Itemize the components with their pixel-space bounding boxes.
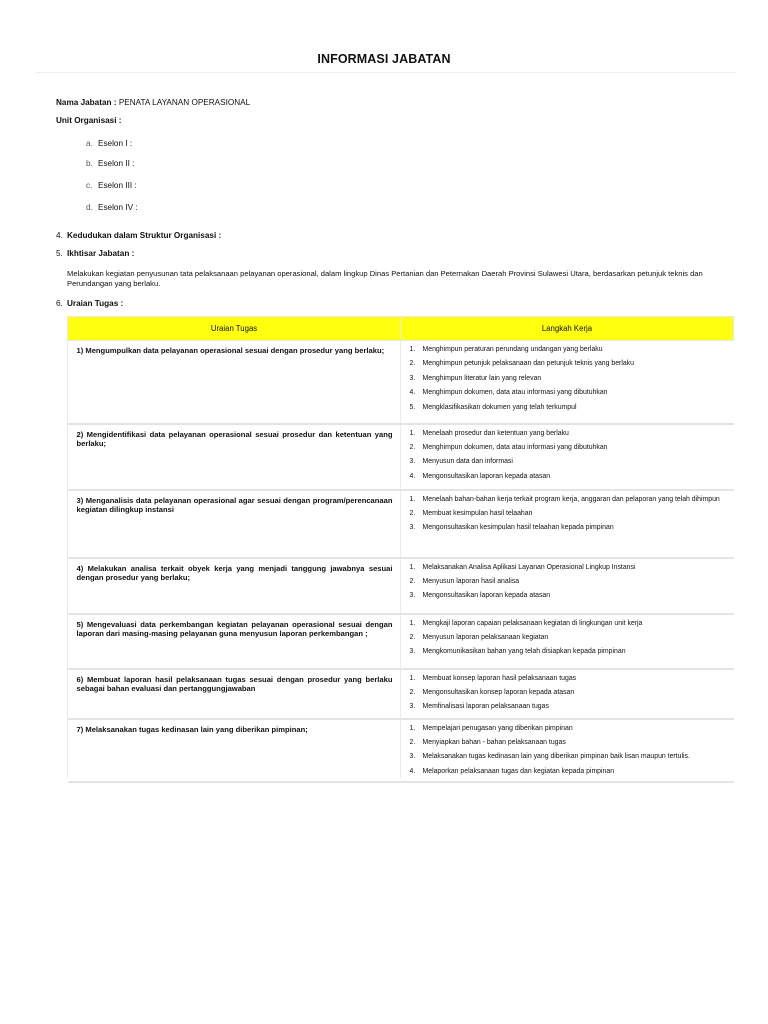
langkah-step xyxy=(410,429,728,438)
step-number: 1. xyxy=(409,429,416,437)
step-number: 1. xyxy=(409,495,416,503)
eselon-letter: a. xyxy=(86,139,93,148)
langkah-kerja-cell xyxy=(401,424,734,490)
step-number: 2. xyxy=(409,577,416,585)
uraian-tugas-cell: 3) Menganalisis data pelayanan operasional agar sesuai dengan program/perencanaan kegiatan dilingkup instansi xyxy=(68,490,401,558)
column-header-langkah: Langkah Kerja xyxy=(401,317,734,341)
ikhtisar-label: Ikhtisar Jabatan : xyxy=(67,249,135,258)
step-number: 1. xyxy=(409,674,416,682)
step-number: 3. xyxy=(409,592,416,600)
section-number: 4. xyxy=(56,231,63,240)
langkah-kerja-cell xyxy=(401,719,734,783)
table-row xyxy=(68,669,734,719)
step-text: Melaksanakan tugas kedinasan lain yang diberikan pimpinan baik lisan maupun tertulis. xyxy=(422,753,690,761)
langkah-step xyxy=(410,443,728,452)
table-row xyxy=(68,424,734,490)
langkah-kerja-cell xyxy=(401,669,734,719)
langkah-step xyxy=(410,403,728,412)
step-text: Mengonsultasikan laporan kepada atasan xyxy=(422,592,551,600)
step-number: 2. xyxy=(409,509,416,517)
step-text: Melaksanakan Analisa Aplikasi Layanan Operasional Lingkup Instansi xyxy=(422,563,636,571)
eselon-label: Eselon II : xyxy=(98,159,135,168)
uraian-tugas-cell: 7) Melaksanakan tugas kedinasan lain yang diberikan pimpinan; xyxy=(68,719,401,783)
step-number: 4. xyxy=(409,767,416,775)
eselon-label: Eselon III : xyxy=(98,181,137,190)
step-text: Mengkomunikasikan bahan yang telah disiapkan kepada pimpinan xyxy=(422,648,626,656)
langkah-kerja-cell xyxy=(401,341,734,424)
step-text: Menyusun laporan hasil analisa xyxy=(422,577,520,585)
step-text: Membuat kesimpulan hasil telaahan xyxy=(422,509,533,517)
langkah-kerja-cell xyxy=(401,558,734,614)
langkah-step xyxy=(410,577,728,586)
uraian-tugas-table xyxy=(67,316,734,783)
step-number: 2. xyxy=(409,633,416,641)
langkah-step xyxy=(410,563,728,572)
eselon-letter: d. xyxy=(86,203,93,212)
nama-jabatan-value: PENATA LAYANAN OPERASIONAL xyxy=(118,98,251,107)
langkah-step xyxy=(410,633,728,642)
step-number: 2. xyxy=(409,360,416,368)
table-row xyxy=(68,558,734,614)
eselon-item xyxy=(86,139,132,149)
eselon-item xyxy=(86,181,137,191)
kedudukan-label: Kedudukan dalam Struktur Organisasi : xyxy=(67,231,222,240)
langkah-step xyxy=(410,374,728,383)
langkah-step xyxy=(410,359,728,368)
langkah-step xyxy=(410,523,728,532)
step-text: Mempelajari penugasan yang diberikan pimpinan xyxy=(422,724,573,732)
uraian-tugas-cell: 1) Mengumpulkan data pelayanan operasional sesuai dengan prosedur yang berlaku; xyxy=(68,341,401,424)
step-number: 2. xyxy=(409,738,416,746)
step-text: Menelaah prosedur dan ketentuan yang berlaku xyxy=(422,429,569,437)
column-header-uraian: Uraian Tugas xyxy=(68,317,401,341)
table-row xyxy=(68,490,734,558)
step-number: 3. xyxy=(409,458,416,466)
step-number: 4. xyxy=(409,389,416,397)
nama-jabatan xyxy=(56,98,250,108)
step-number: 3. xyxy=(409,703,416,711)
uraian-heading xyxy=(56,299,123,309)
eselon-item xyxy=(86,203,138,213)
langkah-step xyxy=(410,457,728,466)
section-number: 6. xyxy=(56,299,63,308)
langkah-step xyxy=(410,495,728,504)
langkah-step xyxy=(410,738,728,747)
langkah-step xyxy=(410,767,728,776)
uraian-tugas-cell: 4) Melakukan analisa terkait obyek kerja yang menjadi tanggung jawabnya sesuai dengan prosedur yang berlaku; xyxy=(68,558,401,614)
kedudukan-heading xyxy=(56,231,221,241)
langkah-kerja-cell xyxy=(401,490,734,558)
step-number: 1. xyxy=(409,619,416,627)
langkah-step xyxy=(410,472,728,481)
step-text: Menghimpun petunjuk pelaksanaan dan petunjuk teknis yang berlaku xyxy=(422,360,634,368)
uraian-tugas-cell: 2) Mengidentifikasi data pelayanan operasional sesuai prosedur dan ketentuan yang berlaku; xyxy=(68,424,401,490)
langkah-step xyxy=(410,688,728,697)
step-text: Menghimpun dokumen, data atau informasi yang dibutuhkan xyxy=(422,443,608,451)
step-number: 1. xyxy=(409,346,416,353)
step-text: Mengkaji laporan capaian pelaksanaan kegiatan di lingkungan unit kerja xyxy=(422,619,643,627)
step-number: 2. xyxy=(409,688,416,696)
step-text: Menghimpun peraturan perundang undangan yang berlaku xyxy=(422,346,603,353)
title-divider xyxy=(36,72,736,73)
langkah-step xyxy=(410,647,728,656)
step-number: 3. xyxy=(409,374,416,382)
uraian-label: Uraian Tugas : xyxy=(67,299,124,308)
eselon-letter: b. xyxy=(86,159,93,168)
step-text: Menyusun laporan pelaksanaan kegiatan xyxy=(422,633,549,641)
langkah-step xyxy=(410,724,728,733)
step-number: 5. xyxy=(409,403,416,411)
step-text: Mengonsultasikan konsep laporan kepada atasan xyxy=(422,688,575,696)
step-text: Melaporkan pelaksanaan tugas dan kegiatan kepada pimpinan xyxy=(422,767,615,775)
table-header-row xyxy=(68,317,734,341)
step-number: 3. xyxy=(409,753,416,761)
langkah-step xyxy=(410,619,728,628)
step-text: Menghimpun literatur lain yang relevan xyxy=(422,374,542,382)
langkah-step xyxy=(410,509,728,518)
step-text: Mengonsultasikan kesimpulan hasil telaahan kepada pimpinan xyxy=(422,524,614,532)
langkah-step xyxy=(410,591,728,600)
uraian-tugas-cell: 6) Membuat laporan hasil pelaksanaan tugas sesuai dengan prosedur yang berlaku sebagai bahan evaluasi dan pertanggungjawaban xyxy=(68,669,401,719)
step-text: Membuat konsep laporan hasil pelaksanaan tugas xyxy=(422,674,577,682)
eselon-label: Eselon IV : xyxy=(98,203,138,212)
eselon-item xyxy=(86,159,134,169)
langkah-step xyxy=(410,702,728,711)
ikhtisar-heading xyxy=(56,249,134,259)
table-row xyxy=(68,719,734,783)
langkah-step xyxy=(410,345,728,354)
step-number: 1. xyxy=(409,724,416,732)
step-text: Menyiapkan bahan - bahan pelaksanaan tugas xyxy=(422,738,566,746)
nama-jabatan-label: Nama Jabatan : xyxy=(56,98,117,107)
step-number: 1. xyxy=(409,563,416,571)
ikhtisar-text: Melakukan kegiatan penyusunan tata pelaksanaan pelayanan operasional, dalam lingkup Dinas Pertanian dan Peternakan Daerah Provinsi Sulawesi Utara, berdasarkan petunjuk teknis dan Perundangan yang berlaku. xyxy=(67,269,703,288)
section-number: 5. xyxy=(56,249,63,258)
step-number: 2. xyxy=(409,443,416,451)
page-title: INFORMASI JABATAN xyxy=(317,52,451,66)
table-row xyxy=(68,341,734,424)
langkah-kerja-cell xyxy=(401,614,734,669)
table-row xyxy=(68,614,734,669)
langkah-step xyxy=(410,388,728,397)
step-text: Menyusun data dan informasi xyxy=(422,458,513,466)
langkah-step xyxy=(410,752,728,761)
step-text: Menghimpun dokumen, data atau informasi yang dibutuhkan xyxy=(422,389,608,397)
unit-organisasi-label: Unit Organisasi : xyxy=(56,116,122,125)
step-number: 3. xyxy=(409,648,416,656)
step-text: Mengklasifikasikan dokumen yang telah terkumpul xyxy=(422,403,577,411)
eselon-letter: c. xyxy=(86,181,93,190)
eselon-label: Eselon I : xyxy=(98,139,133,148)
step-text: Mengonsultasikan laporan kepada atasan xyxy=(422,472,551,480)
step-number: 4. xyxy=(409,472,416,480)
step-text: Menelaah bahan-bahan kerja terkait program kerja, anggaran dan pelaporan yang telah dihimpun xyxy=(422,495,720,503)
uraian-tugas-cell: 5) Mengevaluasi data perkembangan kegiatan pelayanan operasional sesuai dengan laporan dari masing-masing pelayanan guna menyusun laporan perkembangan ; xyxy=(68,614,401,669)
step-text: Memfinalisasi laporan pelaksanaan tugas xyxy=(422,703,549,711)
langkah-step xyxy=(410,674,728,683)
step-number: 3. xyxy=(409,524,416,532)
